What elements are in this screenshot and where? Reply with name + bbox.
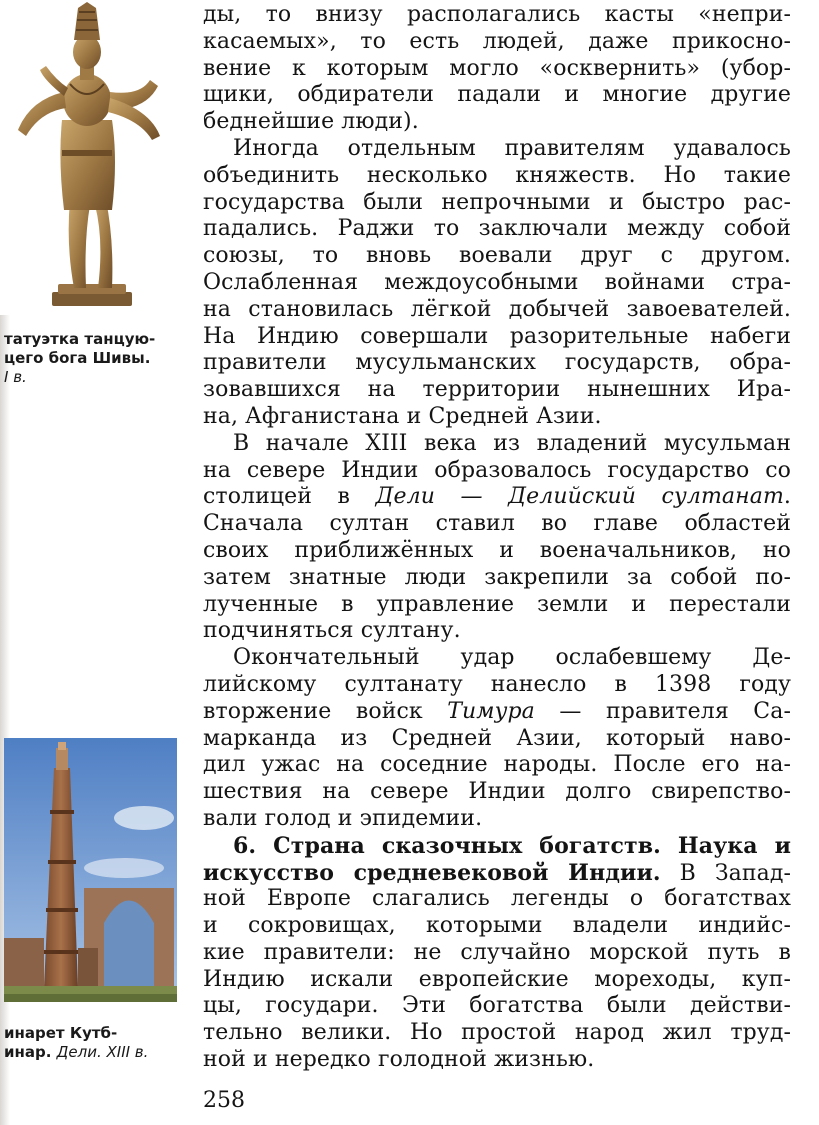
text-line: вали голод и эпидемии. [203,805,483,831]
text-line: На Индию совершали разорительные набеги [203,323,791,349]
text-line: марканда из Средней Азии, который наво- [203,725,791,751]
term-delhi-sultanate: Дели — Делийский султанат [375,484,784,510]
text-segment: . [783,484,791,510]
text-line: падались. Раджи то заключали между собой [203,216,791,242]
text-line: ной Европе слагались легенды о богатствах [203,886,791,912]
text-line: зовавшихся на территории нынешних Ира- [203,377,791,403]
text-line: на севере Индии образовалось государство со [203,457,791,483]
text-line [203,699,791,726]
minaret-caption-name: инар. [4,1043,52,1061]
term-timur: Тимура [447,698,535,724]
minaret-caption-line2 [4,1043,194,1062]
main-text-column [203,2,791,1074]
text-line: ды, то внизу располагались касты «непри- [203,2,791,27]
text-segment: столицей в [203,484,376,510]
text-line: лийскому султанату нанесло в 1398 году [203,671,791,697]
text-line: подчиняться султану. [203,618,461,644]
section-heading-line: 6. Страна сказочных богатств. Наука и [233,832,791,859]
text-line: ной и нередко голодной жизнью. [203,1047,595,1073]
shiva-caption-line1: татуэтка танцую- [4,330,156,348]
minaret-caption-place: Дели. XIII в. [56,1043,149,1061]
text-line: Окончательный удар ослабевшему Де- [233,645,791,671]
text-line: кие правители: не случайно морской путь в [203,939,791,965]
text-line: Индию искали европейские мореходы, куп- [203,966,791,992]
text-segment: — правителя Са- [534,698,791,724]
shiva-caption-line2: цего бога Шивы. [4,349,151,367]
shiva-caption-line3: I в. [4,368,27,386]
text-line: объединить несколько княжеств. Но такие [203,162,791,188]
minaret-caption-line1: инарет Кутб- [4,1024,118,1042]
text-line: затем знатные люди закрепили за собой по- [203,564,791,590]
text-line: правители мусульманских государств, обра- [203,350,791,376]
page-number: 258 [203,1088,245,1113]
text-line: союзы, то вновь воевали друг с другом. [203,243,791,269]
text-line: Сначала султан ставил во главе областей [203,511,791,537]
text-line: вение к которым могло «осквернить» (убор- [203,55,791,81]
text-line: шествия на севере Индии долго свирепство- [203,779,791,805]
text-line [203,484,791,511]
text-line: и сокровищах, которыми владели индийс- [203,913,791,939]
text-segment: В Запад- [660,860,791,886]
qutb-minar-image [4,738,177,1002]
shiva-statuette-image [0,0,190,315]
text-line: своих приближённых и военачальников, но [203,537,791,563]
text-line: В начале XIII века из владений мусульман [233,430,791,456]
text-line: щики, обдиратели падали и многие другие [203,82,791,108]
text-line: Ослабленная междоусобными войнами стра- [203,269,791,295]
text-line: тельно велики. Но простой народ жил труд- [203,1020,791,1046]
text-line: цы, государи. Эти богатства были действи- [203,993,791,1019]
text-line: Иногда отдельным правителям удавалось [233,135,791,161]
text-line: касаемых», то есть людей, даже прикосно- [203,28,791,54]
text-line: дил ужас на соседние народы. После его на- [203,752,791,778]
shiva-caption [4,330,194,387]
text-line: лученные в управление земли и перестали [203,591,791,617]
text-line: на, Афганистана и Средней Азии. [203,403,602,429]
section-heading-end: искусство средневековой Индии. [203,859,661,886]
text-segment: вторжение войск [203,698,448,724]
text-line: беднейшие люди). [203,109,419,135]
text-line: государства были непрочными и быстро рас- [203,189,791,215]
text-line: на становилась лёгкой добычей завоевателей. [203,296,791,322]
minaret-caption [4,1024,194,1062]
text-line [203,860,791,887]
